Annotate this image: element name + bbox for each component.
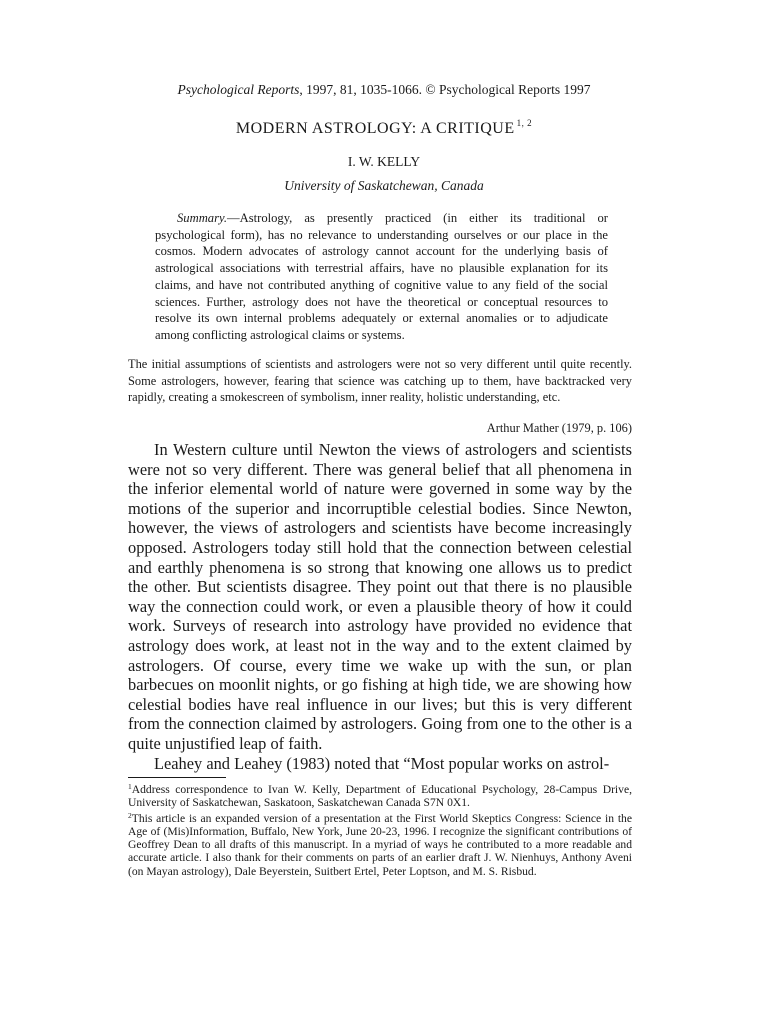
footnote-1-mark: 1 (128, 782, 132, 791)
article-body (128, 440, 632, 773)
body-paragraph: In Western culture until Newton the views of astrologers and scientists were not so very different. There was general belief that all phenomena in the inferior elemental world of nature were governed in some way by the motions of the superior and incorruptible celestial bodies. Since Newton, however, the views of astrologers and scientists have become increasingly opposed. Astrologers today still hold that the connection between celestial and earthly phenomena is so strong that knowing one allows us to predict the other. But scientists disagree. They point out that there is no plausible way the connection could work, or even a plausible theory of how it could work. Surveys of research into astrology have provided no evidence that astrology does work, at least not in the way and to the extent claimed by astrologers. Of course, every time we wake up with the sun, or plan barbecues on moonlit nights, or go fishing at high tide, we are showing how celestial bodies have real influence in our lives; but this is very different from the connection claimed by astrologers. Going from one to the other is a quite unjustified leap of faith. (128, 440, 632, 753)
citation-details: , 1997, 81, 1035-1066. © Psychological Reports 1997 (299, 82, 591, 97)
footnotes (128, 780, 632, 878)
abstract-summary (155, 210, 608, 344)
author-affiliation: University of Saskatchewan, Canada (284, 178, 484, 193)
footnote-1 (128, 780, 632, 809)
footnote-2-text: This article is an expanded version of a presentation at the First World Skeptics Congress: Science in the Age of (Mis)Information, Buffalo, New York, June 20-23, 1996. I recognize the significant contributions of Geoffrey Dean to all drafts of this manuscript. In a myriad of ways he contributed to a more readable and accurate article. I also thank for their comments on parts of an earlier draft J. W. Nienhuys, Anthony Aveni (on Mayan astrology), Dale Beyerstein, Suitbert Ertel, Peter Loptson, and M. S. Risbud. (128, 812, 632, 878)
epigraph-source: Arthur Mather (1979, p. 106) (486, 421, 632, 435)
footnote-2-mark: 2 (128, 811, 132, 821)
journal-citation (0, 82, 768, 98)
journal-name: Psychological Reports (177, 82, 300, 97)
author-name: I. W. KELLY (347, 154, 421, 169)
footnote-1-text: Address correspondence to Ivan W. Kelly, Department of Educational Psychology, 28-Campus Drive, University of Saskatchewan, Saskatoon, Saskatchewan Canada S7N 0X1. (128, 783, 632, 810)
summary-text: —Astrology, as presently practiced (in either its traditional or psychological form), has no relevance to understanding ourselves or our place in the cosmos. Modern advocates of astrology cannot account for the underlying basis of astrological associations with terrestrial affairs, have no plausible explanation for its claims, and have not contributed anything of cognitive value to any field of the social sciences. Further, astrology does not have the theoretical or conceptual resources to resolve its own internal problems adequately or external anomalies or to adjudicate among conflicting astrological claims or systems. (155, 211, 608, 342)
title-footnote-marks: 1, 2 (516, 118, 533, 128)
article-title: MODERN ASTROLOGY: A CRITIQUE (235, 120, 515, 137)
summary-label: Summary. (177, 211, 228, 225)
footnote-2 (128, 809, 632, 877)
footnote-divider (128, 777, 226, 778)
article-title-block (0, 118, 768, 138)
epigraph-quote: The initial assumptions of scientists and astrologers were not so very different until quite recently. Some astrologers, however, fearing that science was catching up to them, have backtracked very rapidly, creating a smokescreen of symbolism, inner reality, holistic understanding, etc. (128, 357, 632, 404)
body-paragraph: Leahey and Leahey (1983) noted that “Most popular works on astrol- (154, 753, 610, 773)
